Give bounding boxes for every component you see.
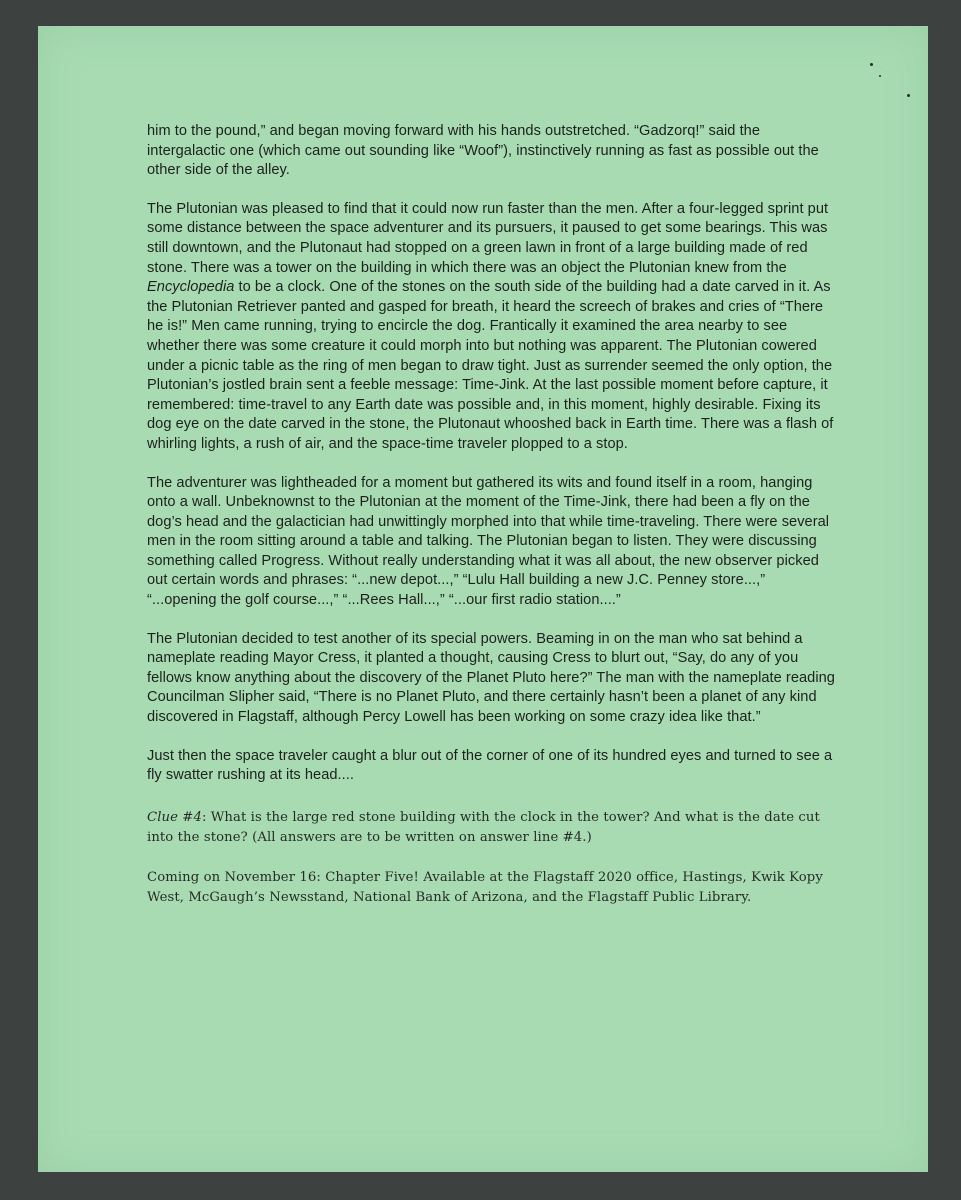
story-paragraph-3: The adventurer was lightheaded for a moment but gathered its wits and found itself in a room, hanging onto a wall. Unbeknownst to the Plutonian at the moment of the Time-Jink, there had been a fly on the dog’s head and the galactician had unwittingly morphed into that while time-traveling. There were several men in the room sitting around a table and talking. The Plutonian began to listen. They were discussing something called Progress. Without really understanding what it was all about, the new observer picked out certain words and phrases: “...new depot...,” “Lulu Hall building a new J.C. Penney store...,” “...opening the golf course...,” “...Rees Hall...,” “...our first radio station....” — [147, 474, 830, 609]
clue-text: : What is the large red stone building with the clock in the tower? And what is the date cut into the stone? (All answers are to be written on answer line #4.) — [147, 809, 820, 845]
story-paragraph-5: Just then the space traveler caught a blur out of the corner of one of its hundred eyes and turned to see a fly swatter rushing at its head.... — [147, 747, 833, 784]
encyclopedia-title: Encyclopedia — [147, 279, 235, 296]
clue-paragraph — [147, 808, 837, 848]
paper-page — [38, 26, 928, 1172]
story-paragraph-1: him to the pound,” and began moving forward with his hands outstretched. “Gadzorq!” said the intergalactic one (which came out sounding like “Woof”), instinctively running as fast as possible out the other side of the alley. — [147, 123, 819, 179]
paragraph-2-start: The Plutonian was pleased to find that it could now run faster than the men. After a four-legged sprint put some distance between the space adventurer and its pursuers, it paused to get some bearings. This was still downtown, and the Plutonaut had stopped on a green lawn in front of a large building made of red stone. There was a tower on the building in which there was an object the Plutonian knew from the — [147, 200, 829, 276]
story-text — [147, 122, 837, 928]
clue-label: Clue #4 — [147, 809, 202, 825]
story-paragraph-4: The Plutonian decided to test another of its special powers. Beaming in on the man who sat behind a nameplate reading Mayor Cress, it planted a thought, causing Cress to blurt out, “Say, do any of you fellows know anything about the discovery of the Planet Pluto here?” The man with the nameplate reading Councilman Slipher said, “There is no Planet Pluto, and there certainly hasn’t been a planet of any kind discovered in Flagstaff, although Percy Lowell has been working on some crazy idea like that.” — [147, 630, 835, 726]
ink-speck — [907, 94, 910, 97]
story-paragraph-2 — [147, 200, 837, 455]
ink-speck — [870, 63, 873, 66]
ink-speck — [879, 75, 881, 77]
paragraph-2-end: to be a clock. One of the stones on the south side of the building had a date carved in it. As the Plutonian Retriever panted and gasped for breath, it heard the screech of brakes and cries of “There he is!” Men came running, trying to encircle the dog. Frantically it examined the area nearby to see whether there was some creature it could morph into but nothing was apparent. The Plutonian cowered under a picnic table as the ring of men began to draw tight. Just as surrender seemed the only option, the Plutonian’s jostled brain sent a feeble message: Time-Jink. At the last possible moment before capture, it remembered: time-travel to any Earth date was possible and, in this moment, highly desirable. Fixing its dog eye on the date carved in the stone, the Plutonaut whooshed back in Earth time. There was a flash of whirling lights, a rush of air, and the space-time traveler plopped to a stop. — [147, 279, 834, 452]
coming-next-notice: Coming on November 16: Chapter Five! Available at the Flagstaff 2020 office, Hastings, Kwik Kopy West, McGaugh’s Newsstand, National Bank of Arizona, and the Flagstaff Public Library. — [147, 869, 823, 905]
